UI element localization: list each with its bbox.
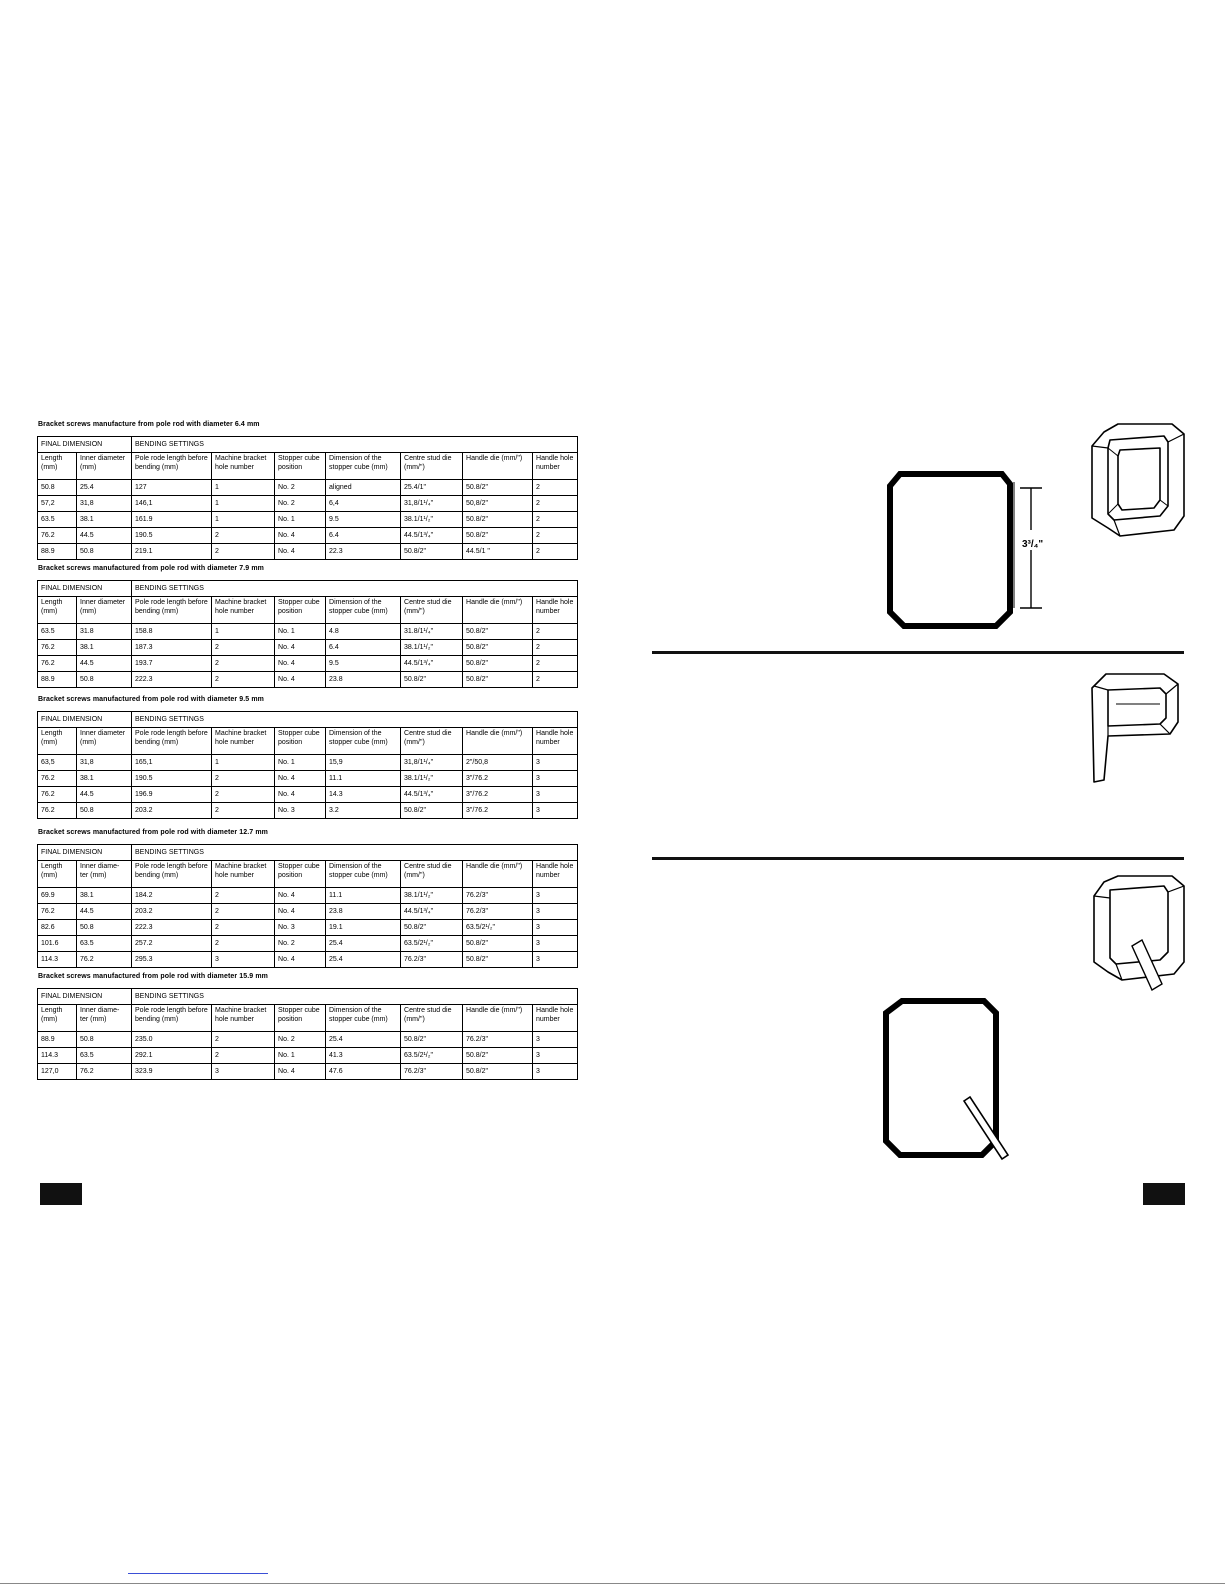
- column-header: Handle die (mm/"): [463, 453, 533, 480]
- table-cell: 63.5/2¹/₂": [401, 1048, 463, 1064]
- table-cell: 63.5: [77, 1048, 132, 1064]
- table-cell: No. 1: [275, 1048, 326, 1064]
- column-header: Length (mm): [38, 861, 77, 888]
- spec-table: [37, 580, 578, 688]
- table-cell: 1: [212, 624, 275, 640]
- column-header: Handle hole number: [533, 861, 578, 888]
- table-cell: 50.8/2": [463, 1048, 533, 1064]
- table-cell: 50.8/2": [401, 803, 463, 819]
- table-cell: 158.8: [132, 624, 212, 640]
- column-header: Length (mm): [38, 453, 77, 480]
- table-cell: 50.8/2": [463, 952, 533, 968]
- table-cell: 3: [533, 888, 578, 904]
- table-cell: 76.2/3": [401, 952, 463, 968]
- table-cell: 88.9: [38, 672, 77, 688]
- column-header: Handle hole number: [533, 453, 578, 480]
- table-title: Bracket screws manufactured from pole rod with diameter 15.9 mm: [38, 973, 268, 980]
- table-cell: 76.2/3": [463, 888, 533, 904]
- table-cell: 38.1/1¹/₂": [401, 888, 463, 904]
- table-cell: 292.1: [132, 1048, 212, 1064]
- table-cell: No. 4: [275, 888, 326, 904]
- table-cell: No. 4: [275, 1064, 326, 1080]
- table-cell: 2: [212, 787, 275, 803]
- table-cell: 3: [533, 920, 578, 936]
- table-cell: 50.8/2": [463, 672, 533, 688]
- table-cell: 184.2: [132, 888, 212, 904]
- table-cell: 235.0: [132, 1032, 212, 1048]
- table-cell: 50.8/2": [463, 624, 533, 640]
- table-cell: 63.5/2¹/₂": [401, 936, 463, 952]
- table-cell: 11.1: [326, 771, 401, 787]
- table-cell: 3: [533, 952, 578, 968]
- table-cell: No. 3: [275, 803, 326, 819]
- section-divider-top: [652, 651, 1184, 654]
- group-header-bending-settings: BENDING SETTINGS: [132, 989, 578, 1005]
- table-cell: 50.8/2": [463, 656, 533, 672]
- table-cell: 44.5/1³/₄": [401, 904, 463, 920]
- table-cell: 187.3: [132, 640, 212, 656]
- table-cell: 38.1/1¹/₂": [401, 771, 463, 787]
- column-header: Dimension of the stopper cube (mm): [326, 861, 401, 888]
- table-cell: 323.9: [132, 1064, 212, 1080]
- table-cell: 2: [533, 528, 578, 544]
- table-cell: 76.2: [38, 803, 77, 819]
- table-cell: No. 2: [275, 936, 326, 952]
- table-cell: 41.3: [326, 1048, 401, 1064]
- spec-table: [37, 988, 578, 1080]
- table-cell: 3: [533, 1032, 578, 1048]
- table-cell: 190.5: [132, 528, 212, 544]
- column-header: Dimension of the stopper cube (mm): [326, 728, 401, 755]
- table-cell: 50.8/2": [463, 1064, 533, 1080]
- table-cell: 3: [533, 771, 578, 787]
- table-cell: 63.5: [38, 624, 77, 640]
- table-cell: 44.5: [77, 904, 132, 920]
- table-cell: 19.1: [326, 920, 401, 936]
- table-cell: 76.2/3": [401, 1064, 463, 1080]
- table-cell: 38.1/1¹/₂": [401, 640, 463, 656]
- column-header: Pole rode length before bending (mm): [132, 597, 212, 624]
- table-cell: 11.1: [326, 888, 401, 904]
- table-cell: No. 4: [275, 640, 326, 656]
- table-cell: 6.4: [326, 528, 401, 544]
- table-cell: 3: [533, 787, 578, 803]
- table-cell: 6.4: [326, 640, 401, 656]
- table-cell: 15,9: [326, 755, 401, 771]
- table-cell: 50.8/2": [463, 480, 533, 496]
- column-header: Length (mm): [38, 728, 77, 755]
- table-cell: 31,8: [77, 496, 132, 512]
- table-cell: 1: [212, 755, 275, 771]
- table-cell: 101.6: [38, 936, 77, 952]
- column-header: Inner diame- ter (mm): [77, 1005, 132, 1032]
- table-cell: 38.1/1¹/₂": [401, 512, 463, 528]
- table-cell: 63,5: [38, 755, 77, 771]
- column-header: Stopper cube position: [275, 597, 326, 624]
- spec-table: [37, 844, 578, 968]
- table-cell: No. 4: [275, 528, 326, 544]
- table-cell: 3: [533, 936, 578, 952]
- column-header: Machine bracket hole number: [212, 861, 275, 888]
- table-cell: 76.2: [38, 787, 77, 803]
- column-header: Inner diame- ter (mm): [77, 861, 132, 888]
- table-cell: 76.2: [38, 904, 77, 920]
- table-cell: 50,8/2": [463, 496, 533, 512]
- table-cell: No. 4: [275, 672, 326, 688]
- table-row: [38, 952, 578, 968]
- table-cell: 114.3: [38, 1048, 77, 1064]
- column-header: Handle die (mm/"): [463, 1005, 533, 1032]
- table-cell: No. 4: [275, 656, 326, 672]
- page-tab-right: [1143, 1183, 1185, 1205]
- table-cell: 2: [533, 624, 578, 640]
- table-cell: 2: [533, 496, 578, 512]
- table-row: [38, 496, 578, 512]
- table-row: [38, 672, 578, 688]
- page-tab-left: [40, 1183, 82, 1205]
- column-header: Machine bracket hole number: [212, 453, 275, 480]
- column-header: Machine bracket hole number: [212, 1005, 275, 1032]
- column-header: Inner diameter (mm): [77, 728, 132, 755]
- column-header: Handle die (mm/"): [463, 728, 533, 755]
- table-cell: 2: [212, 936, 275, 952]
- table-row: [38, 480, 578, 496]
- table-row: [38, 936, 578, 952]
- table-cell: 50.8: [77, 803, 132, 819]
- column-header: Dimension of the stopper cube (mm): [326, 1005, 401, 1032]
- table-cell: 76.2: [38, 640, 77, 656]
- table-cell: 25.4: [77, 480, 132, 496]
- table-title: Bracket screws manufactured from pole rod with diameter 7.9 mm: [38, 565, 264, 572]
- column-header: Inner diameter (mm): [77, 597, 132, 624]
- table-cell: No. 4: [275, 771, 326, 787]
- table-cell: 127: [132, 480, 212, 496]
- table-cell: 23.8: [326, 904, 401, 920]
- table-cell: 2: [212, 1032, 275, 1048]
- octagon-frame-drawing: [880, 468, 1080, 633]
- table-row: [38, 624, 578, 640]
- group-header-bending-settings: BENDING SETTINGS: [132, 845, 578, 861]
- table-cell: 50.8/2": [401, 672, 463, 688]
- table-cell: 4.8: [326, 624, 401, 640]
- column-header: Handle hole number: [533, 597, 578, 624]
- table-cell: No. 3: [275, 920, 326, 936]
- table-cell: 31.8: [77, 624, 132, 640]
- table-cell: 50.8: [38, 480, 77, 496]
- octagon-frame-isometric: [1084, 420, 1194, 550]
- table-cell: 3: [533, 803, 578, 819]
- group-header-final-dimension: FINAL DIMENSION: [38, 989, 132, 1005]
- table-cell: 44.5: [77, 656, 132, 672]
- table-cell: 38.1: [77, 771, 132, 787]
- table-cell: 76.2: [38, 656, 77, 672]
- table-cell: 3: [212, 1064, 275, 1080]
- table-cell: 14.3: [326, 787, 401, 803]
- table-cell: 2: [212, 803, 275, 819]
- group-header-final-dimension: FINAL DIMENSION: [38, 581, 132, 597]
- group-header-final-dimension: FINAL DIMENSION: [38, 437, 132, 453]
- table-cell: 3: [533, 1048, 578, 1064]
- table-cell: No. 2: [275, 480, 326, 496]
- spec-table: [37, 436, 578, 560]
- table-row: [38, 512, 578, 528]
- column-header: Pole rode length before bending (mm): [132, 861, 212, 888]
- column-header: Length (mm): [38, 1005, 77, 1032]
- column-header: Dimension of the stopper cube (mm): [326, 597, 401, 624]
- table-row: [38, 1064, 578, 1080]
- table-cell: 76.2: [77, 952, 132, 968]
- table-cell: 69.9: [38, 888, 77, 904]
- table-cell: 2: [212, 920, 275, 936]
- table-title: Bracket screws manufactured from pole rod with diameter 12.7 mm: [38, 829, 268, 836]
- table-cell: 50.8: [77, 672, 132, 688]
- table-cell: 50.8: [77, 1032, 132, 1048]
- table-cell: 2: [212, 640, 275, 656]
- table-cell: 222.3: [132, 672, 212, 688]
- table-cell: 44.5/1³/₄": [401, 787, 463, 803]
- table-row: [38, 755, 578, 771]
- table-cell: 82.6: [38, 920, 77, 936]
- table-row: [38, 544, 578, 560]
- column-header: Handle die (mm/"): [463, 861, 533, 888]
- column-header: Stopper cube position: [275, 728, 326, 755]
- table-cell: 76.2: [38, 771, 77, 787]
- table-cell: 63.5: [77, 936, 132, 952]
- table-cell: 22.3: [326, 544, 401, 560]
- table-cell: 2: [212, 1048, 275, 1064]
- table-cell: 203.2: [132, 904, 212, 920]
- table-cell: 3: [533, 904, 578, 920]
- group-header-bending-settings: BENDING SETTINGS: [132, 437, 578, 453]
- column-header: Dimension of the stopper cube (mm): [326, 453, 401, 480]
- table-cell: No. 2: [275, 496, 326, 512]
- column-header: Stopper cube position: [275, 453, 326, 480]
- table-cell: 114.3: [38, 952, 77, 968]
- q-shape-drawing: [880, 995, 1030, 1170]
- table-cell: 193.7: [132, 656, 212, 672]
- group-header-final-dimension: FINAL DIMENSION: [38, 712, 132, 728]
- table-cell: 44.5/1³/₄": [401, 656, 463, 672]
- table-cell: 23.8: [326, 672, 401, 688]
- group-header-final-dimension: FINAL DIMENSION: [38, 845, 132, 861]
- page-bottom-rule: [0, 1583, 1225, 1584]
- table-cell: 222.3: [132, 920, 212, 936]
- table-cell: 9.5: [326, 656, 401, 672]
- table-cell: 63.5/2¹/₂": [463, 920, 533, 936]
- column-header: Centre stud die (mm/"): [401, 1005, 463, 1032]
- column-header: Handle hole number: [533, 728, 578, 755]
- table-cell: 3: [533, 755, 578, 771]
- p-bracket-isometric: [1090, 668, 1190, 788]
- table-cell: 50.8: [77, 544, 132, 560]
- table-cell: 50.8/2": [463, 640, 533, 656]
- table-cell: 2: [212, 672, 275, 688]
- table-cell: 3"/76.2: [463, 771, 533, 787]
- link-underline: [128, 1573, 268, 1574]
- table-cell: 50.8/2": [463, 936, 533, 952]
- table-cell: 2: [212, 771, 275, 787]
- table-row: [38, 1032, 578, 1048]
- table-cell: 50.8/2": [401, 1032, 463, 1048]
- table-cell: 44.5: [77, 528, 132, 544]
- table-cell: 63.5: [38, 512, 77, 528]
- table-cell: 47.6: [326, 1064, 401, 1080]
- table-row: [38, 528, 578, 544]
- table-cell: No. 4: [275, 904, 326, 920]
- table-cell: 165,1: [132, 755, 212, 771]
- column-header: Centre stud die (mm/"): [401, 861, 463, 888]
- table-cell: No. 1: [275, 624, 326, 640]
- q-bracket-isometric: [1086, 872, 1196, 1012]
- group-header-bending-settings: BENDING SETTINGS: [132, 581, 578, 597]
- table-cell: No. 4: [275, 544, 326, 560]
- table-cell: 88.9: [38, 1032, 77, 1048]
- table-cell: 2: [533, 640, 578, 656]
- table-row: [38, 904, 578, 920]
- table-row: [38, 888, 578, 904]
- table-cell: 50.8/2": [401, 544, 463, 560]
- table-cell: 31,8/1¹/₄": [401, 755, 463, 771]
- table-cell: No. 4: [275, 787, 326, 803]
- table-cell: 196.9: [132, 787, 212, 803]
- column-header: Pole rode length before bending (mm): [132, 453, 212, 480]
- table-cell: 2: [533, 656, 578, 672]
- table-cell: 2: [212, 904, 275, 920]
- table-cell: 3"/76.2: [463, 803, 533, 819]
- table-cell: 3.2: [326, 803, 401, 819]
- table-cell: No. 4: [275, 952, 326, 968]
- column-header: Handle hole number: [533, 1005, 578, 1032]
- table-cell: 2: [533, 672, 578, 688]
- table-cell: 2"/50,8: [463, 755, 533, 771]
- table-cell: 1: [212, 480, 275, 496]
- table-cell: 2: [212, 544, 275, 560]
- table-cell: 161.9: [132, 512, 212, 528]
- table-cell: 50.8/2": [463, 512, 533, 528]
- column-header: Inner diameter (mm): [77, 453, 132, 480]
- table-cell: 1: [212, 496, 275, 512]
- table-cell: 6,4: [326, 496, 401, 512]
- column-header: Stopper cube position: [275, 1005, 326, 1032]
- table-cell: 38.1: [77, 512, 132, 528]
- table-cell: 2: [212, 888, 275, 904]
- table-cell: 2: [533, 480, 578, 496]
- column-header: Pole rode length before bending (mm): [132, 728, 212, 755]
- table-cell: 76.2/3": [463, 1032, 533, 1048]
- table-cell: 50.8/2": [401, 920, 463, 936]
- column-header: Handle die (mm/"): [463, 597, 533, 624]
- table-cell: 1: [212, 512, 275, 528]
- table-cell: 31,8: [77, 755, 132, 771]
- table-cell: No. 2: [275, 1032, 326, 1048]
- column-header: Length (mm): [38, 597, 77, 624]
- table-cell: 2: [533, 512, 578, 528]
- table-cell: 25.4/1": [401, 480, 463, 496]
- table-cell: 295.3: [132, 952, 212, 968]
- table-cell: 219.1: [132, 544, 212, 560]
- table-cell: 31.8/1¹/₄": [401, 624, 463, 640]
- section-divider-bottom: [652, 857, 1184, 860]
- table-cell: 44.5/1³/₄": [401, 528, 463, 544]
- table-cell: 50.8/2": [463, 528, 533, 544]
- table-cell: 2: [212, 656, 275, 672]
- table-cell: 44.5/1 ": [463, 544, 533, 560]
- table-title: Bracket screws manufactured from pole rod with diameter 9.5 mm: [38, 696, 264, 703]
- table-cell: 2: [212, 528, 275, 544]
- table-row: [38, 656, 578, 672]
- table-cell: No. 1: [275, 512, 326, 528]
- table-cell: 2: [533, 544, 578, 560]
- column-header: Stopper cube position: [275, 861, 326, 888]
- table-cell: 146,1: [132, 496, 212, 512]
- column-header: Centre stud die (mm/"): [401, 453, 463, 480]
- table-row: [38, 920, 578, 936]
- column-header: Machine bracket hole number: [212, 728, 275, 755]
- table-cell: 44.5: [77, 787, 132, 803]
- table-cell: 190.5: [132, 771, 212, 787]
- table-cell: 3"/76.2: [463, 787, 533, 803]
- table-cell: 31,8/1¹/₄": [401, 496, 463, 512]
- table-row: [38, 803, 578, 819]
- table-cell: 257.2: [132, 936, 212, 952]
- table-cell: 3: [212, 952, 275, 968]
- table-cell: 57,2: [38, 496, 77, 512]
- table-title: Bracket screws manufacture from pole rod with diameter 6.4 mm: [38, 421, 260, 428]
- table-row: [38, 640, 578, 656]
- table-row: [38, 787, 578, 803]
- table-cell: 38.1: [77, 640, 132, 656]
- table-cell: 76.2: [38, 528, 77, 544]
- table-cell: 38.1: [77, 888, 132, 904]
- table-cell: 25.4: [326, 952, 401, 968]
- column-header: Centre stud die (mm/"): [401, 597, 463, 624]
- table-cell: 203.2: [132, 803, 212, 819]
- table-cell: 9.5: [326, 512, 401, 528]
- table-cell: 25.4: [326, 936, 401, 952]
- table-cell: 25.4: [326, 1032, 401, 1048]
- group-header-bending-settings: BENDING SETTINGS: [132, 712, 578, 728]
- table-cell: 3: [533, 1064, 578, 1080]
- column-header: Machine bracket hole number: [212, 597, 275, 624]
- table-cell: 88.9: [38, 544, 77, 560]
- column-header: Pole rode length before bending (mm): [132, 1005, 212, 1032]
- table-row: [38, 771, 578, 787]
- table-cell: No. 1: [275, 755, 326, 771]
- table-cell: 76.2/3": [463, 904, 533, 920]
- table-cell: aligned: [326, 480, 401, 496]
- column-header: Centre stud die (mm/"): [401, 728, 463, 755]
- table-cell: 127,0: [38, 1064, 77, 1080]
- spec-table: [37, 711, 578, 819]
- dimension-label: 3³/₄": [1022, 539, 1044, 550]
- table-cell: 76.2: [77, 1064, 132, 1080]
- table-row: [38, 1048, 578, 1064]
- table-cell: 50.8: [77, 920, 132, 936]
